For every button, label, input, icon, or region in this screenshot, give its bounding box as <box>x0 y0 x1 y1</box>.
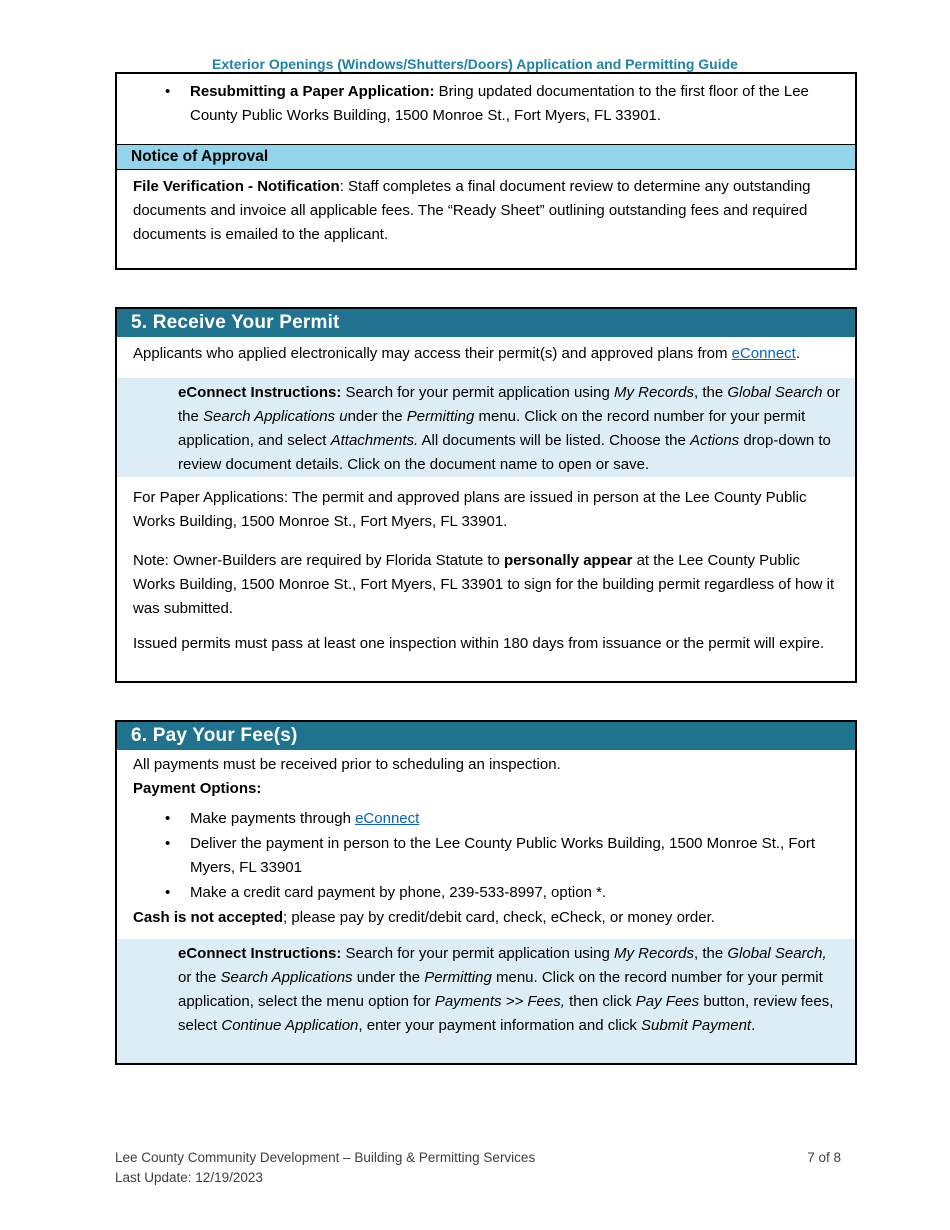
page-title: Exterior Openings (Windows/Shutters/Doors) Application and Permitting Guide <box>212 56 738 72</box>
text-segment: . <box>751 1017 756 1034</box>
owner-builder-note-paragraph <box>133 549 839 621</box>
resubmit-row <box>117 74 855 144</box>
section-6-box <box>115 720 857 1065</box>
text-segment: Continue Application <box>221 1017 359 1034</box>
text-segment: button, review fees, select <box>178 993 834 1034</box>
text-segment: or the <box>178 969 221 986</box>
text-segment: Search for your permit application using <box>341 945 614 962</box>
permit-expiry-paragraph: Issued permits must pass at least one inspection within 180 days from issuance or the permit will expire. <box>133 635 825 652</box>
text-segment: menu. Click on the record number for your permit application, and select <box>178 408 806 449</box>
footer-last-update: Last Update: 12/19/2023 <box>115 1170 263 1185</box>
resubmit-bullet-item <box>117 80 855 128</box>
text-segment: Make a credit card payment by phone, 239-533-8997, option *. <box>190 884 607 901</box>
text-segment: , the <box>694 384 728 401</box>
section-6-header: 6. Pay Your Fee(s) <box>117 722 855 750</box>
payment-option-text <box>190 832 855 880</box>
text-segment: Permitting <box>424 969 492 986</box>
text-segment: , the <box>694 945 728 962</box>
text-segment: Deliver the payment in person to the Lee County Public Works Building, 1500 Monroe St., Fort Myers, FL 33901 <box>190 835 816 876</box>
bullet-icon: • <box>165 884 171 901</box>
text-segment: eConnect Instructions: <box>178 384 342 401</box>
payment-option-text <box>190 881 855 905</box>
notice-of-approval-box <box>115 72 857 270</box>
text-segment: Pay Fees <box>635 993 700 1010</box>
section-5-box <box>115 307 857 683</box>
text-segment: or the <box>178 384 840 425</box>
bullet-icon: • <box>165 835 171 852</box>
econnect-instructions-block-6 <box>117 939 855 1063</box>
text-segment: Resubmitting a Paper Application: <box>190 83 435 100</box>
text-segment: Search for your permit application using <box>341 384 614 401</box>
paper-applications-paragraph: For Paper Applications: The permit and approved plans are issued in person at the Lee County Public Works Building, 1500 Monroe St., Fort Myers, FL 33901. <box>133 489 807 530</box>
text-segment: Global Search <box>727 384 823 401</box>
cash-policy-line <box>133 906 839 930</box>
section-5-intro-paragraph <box>133 342 839 366</box>
section-5-header: 5. Receive Your Permit <box>117 309 855 337</box>
text-segment: then click <box>564 993 636 1010</box>
file-verification-paragraph <box>133 170 839 266</box>
text-segment: : Staff completes a final document review to determine any outstanding documents and invoice all applicable fees. The “Ready Sheet” outlining outstanding fees and required documents is emailed to the applicant. <box>133 178 811 243</box>
econnect-link[interactable]: eConnect <box>355 810 420 827</box>
text-segment: Submit Payment <box>641 1017 752 1034</box>
payments-intro-line: All payments must be received prior to scheduling an inspection. <box>133 756 561 773</box>
footer-org: Lee County Community Development – Building & Permitting Services <box>115 1150 536 1165</box>
bullet-icon: • <box>165 83 171 100</box>
resubmit-paragraph <box>190 80 855 128</box>
text-segment: Applicants who applied electronically may access their permit(s) and approved plans from <box>133 345 732 362</box>
text-segment: Note: Owner-Builders are required by Florida Statute to <box>133 552 505 569</box>
page-footer <box>115 1148 841 1188</box>
text-segment: ; please pay by credit/debit card, check, eCheck, or money order. <box>283 909 715 926</box>
payment-option-econnect <box>117 807 855 831</box>
text-segment: personally appear <box>504 552 633 569</box>
text-segment: My Records <box>614 384 695 401</box>
text-segment: . <box>795 345 801 362</box>
payment-option-in-person <box>117 832 855 880</box>
text-segment: Search Applications u <box>203 408 348 425</box>
payment-option-text <box>190 807 855 831</box>
text-segment: eConnect Instructions: <box>178 945 342 962</box>
text-segment: drop-down to review document details. Click on the document name to open or save. <box>178 432 831 473</box>
text-segment: Actions <box>689 432 740 449</box>
text-segment: File Verification - Notification <box>133 178 340 195</box>
text-segment: at the Lee County Public Works Building, 1500 Monroe St., Fort Myers, FL 33901 to sign for the building permit regardless of how it was submitted. <box>133 552 835 617</box>
text-segment: Attachments. <box>330 432 419 449</box>
text-segment: , enter your payment information and click <box>358 1017 642 1034</box>
text-segment: under the <box>352 969 425 986</box>
text-segment: menu. Click on the record number for your permit application, select the menu option for <box>178 969 823 1010</box>
payment-options-label: Payment Options: <box>133 780 262 797</box>
text-segment: All documents will be listed. Choose the <box>418 432 690 449</box>
payment-option-phone <box>117 881 855 905</box>
text-segment: nder the <box>347 408 407 425</box>
text-segment: My Records <box>614 945 695 962</box>
notice-of-approval-header <box>117 144 855 170</box>
text-segment: Search Applications <box>220 969 353 986</box>
econnect-link[interactable]: eConnect <box>731 345 796 362</box>
bullet-icon: • <box>165 810 171 827</box>
text-segment: Global Search, <box>727 945 827 962</box>
text-segment: Bring updated documentation to the first floor of the Lee County Public Works Building, 1500 Monroe St., Fort Myers, FL 33901. <box>190 83 809 124</box>
econnect-instructions-block-5 <box>117 378 855 477</box>
text-segment: Cash is not accepted <box>133 909 284 926</box>
payment-options-list <box>117 806 855 905</box>
text-segment: Make payments through <box>190 810 356 827</box>
footer-page-number: 7 of 8 <box>807 1150 841 1165</box>
text-segment: Payments >> Fees, <box>434 993 565 1010</box>
text-segment: Permitting <box>406 408 475 425</box>
notice-of-approval-title: Notice of Approval <box>131 148 269 165</box>
